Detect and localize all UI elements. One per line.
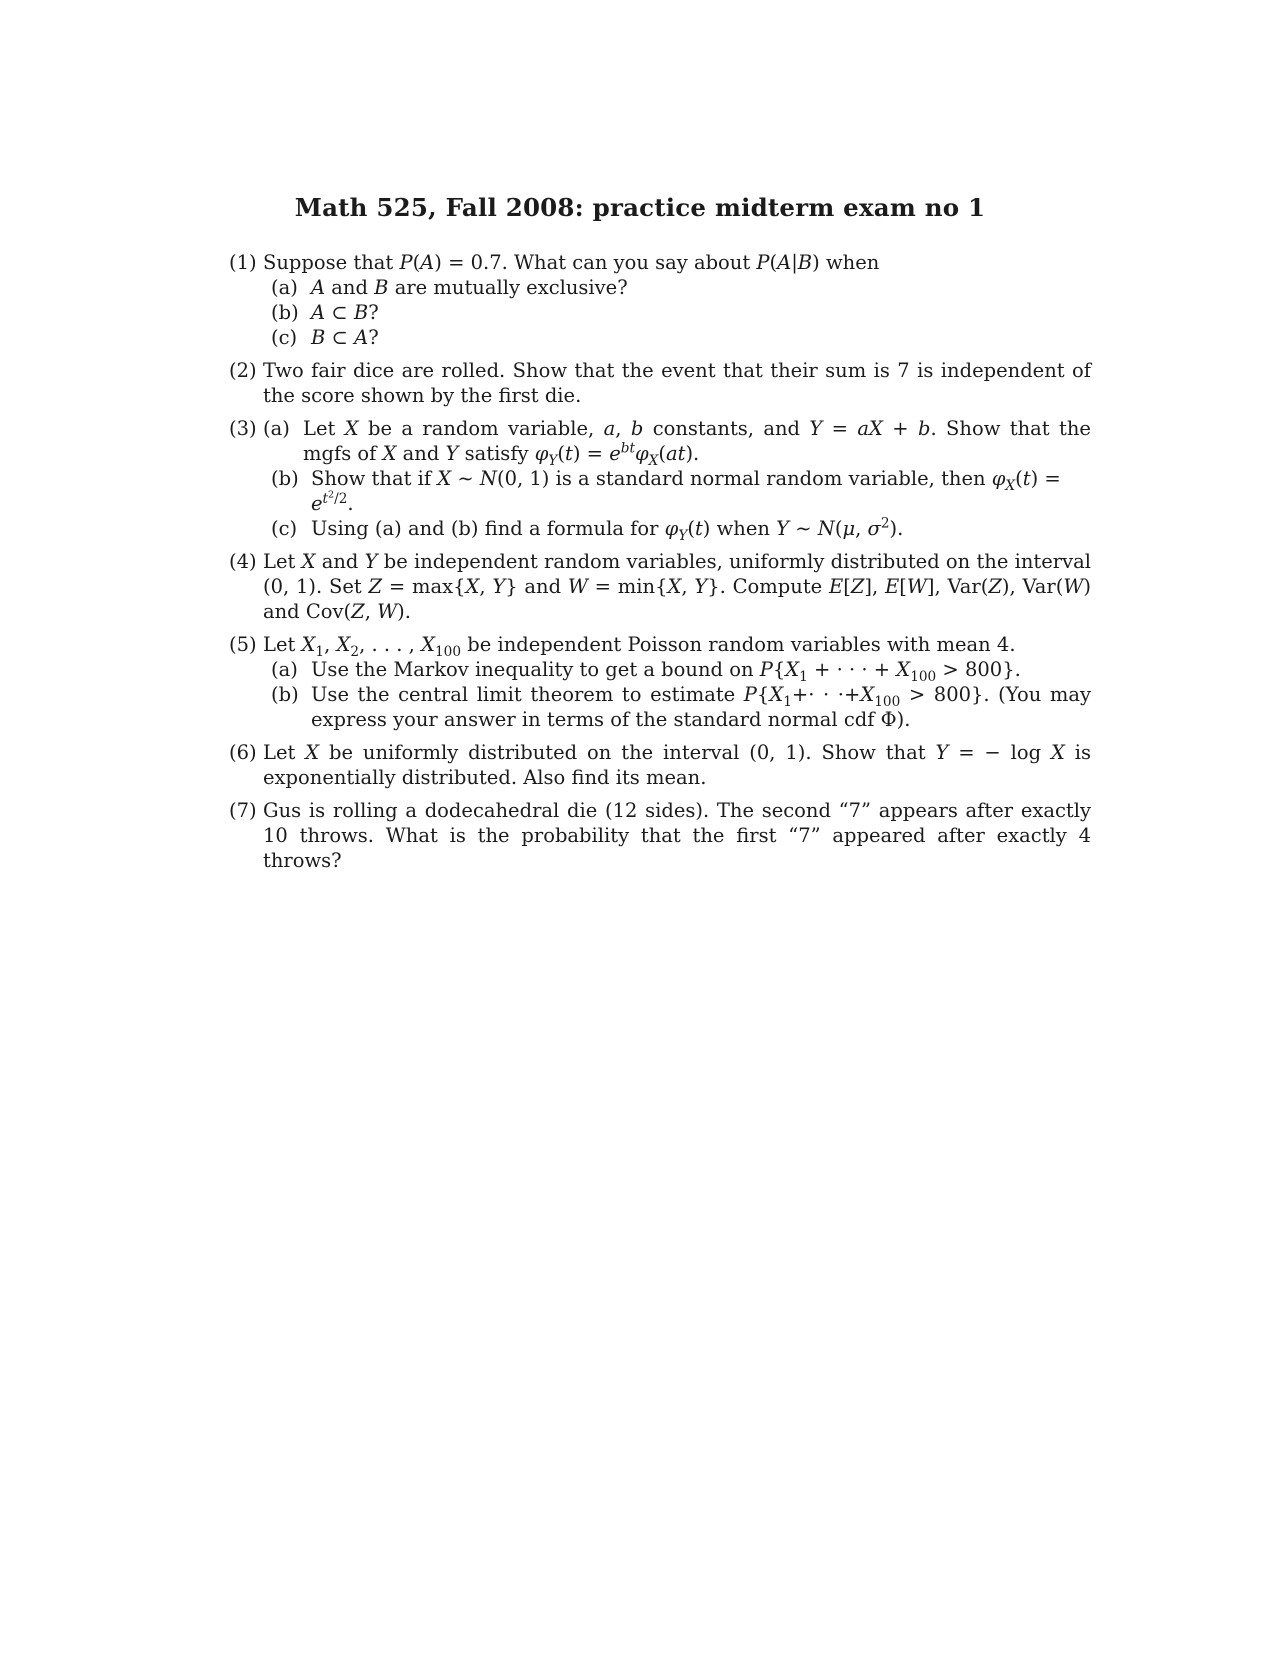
page-title: Math 525, Fall 2008: practice midterm exam no 1: [294, 193, 986, 222]
problem-part: (a) Let X be a random variable, a, b constants, and Y = aX + b. Show that the mgfs of X and Y satisfy $\varphi_Y(t) = e^{bt}\varphi_X(at)$.: [263, 417, 1091, 469]
problem-part: (c) B ⊂ A?: [271, 326, 379, 349]
problem-intro: Suppose that P(A) = 0.7. What can you say about P(A|B) when: [263, 251, 880, 274]
problem-text: Let X be uniformly distributed on the interval (0, 1). Show that Y = − log X is exponentially distributed. Also find its mean.: [263, 741, 1091, 789]
problem-6: [229, 740, 1091, 790]
problem-part: (b) Show that if X ∼ N(0, 1) is a standard normal random variable, then $\varphi_X(t) = e^{t^2/2}$.: [271, 467, 1061, 515]
problem-text: Let X and Y be independent random variables, uniformly distributed on the interval (0, 1). Set Z = max{X, Y} and W = min{X, Y}. Compute E[Z], E[W], Var(Z), Var(W) and Cov(Z, W).: [263, 550, 1092, 623]
problem-text: Two fair dice are rolled. Show that the event that their sum is 7 is independent of the score shown by the first die.: [263, 359, 1091, 407]
problem-part: (a) A and B are mutually exclusive?: [271, 276, 628, 299]
problem-4: [229, 549, 1091, 624]
problem-intro: Let $X_1$, $X_2$, . . . , $X_{100}$ be independent Poisson random variables with mean 4.: [263, 633, 1016, 660]
problem-number: (1): [229, 251, 257, 274]
problem-number: (3): [229, 417, 257, 440]
problem-list: [229, 250, 1091, 881]
problem-part: (c) Using (a) and (b) find a formula for $\varphi_Y(t)$ when Y ∼ N(μ, $\sigma^2$).: [271, 515, 904, 544]
problem-number: (2): [229, 359, 257, 382]
problem-7: [229, 798, 1091, 873]
problem-number: (7): [229, 799, 257, 822]
problem-5: [229, 632, 1091, 732]
problem-part: (b) A ⊂ B?: [271, 301, 379, 324]
problem-text: Gus is rolling a dodecahedral die (12 sides). The second “7” appears after exactly 10 throws. What is the probability that the first “7” appeared after exactly 4 throws?: [263, 799, 1091, 872]
problem-part: (b) Use the central limit theorem to estimate $P\{X_1+\cdot \cdot \cdot+X_{100} > 800\}$. (You may express your answer in terms of the standard normal cdf Φ).: [271, 683, 1091, 731]
problem-2: [229, 358, 1091, 408]
problem-1: [229, 250, 1091, 350]
problem-number: (6): [229, 741, 257, 764]
problem-part: (a) Use the Markov inequality to get a bound on $P\{X_1$ + · · · + $X_{100} > 800$}.: [271, 658, 1021, 685]
problem-number: (5): [229, 633, 257, 656]
problem-3: [229, 416, 1091, 544]
problem-number: (4): [229, 550, 257, 573]
